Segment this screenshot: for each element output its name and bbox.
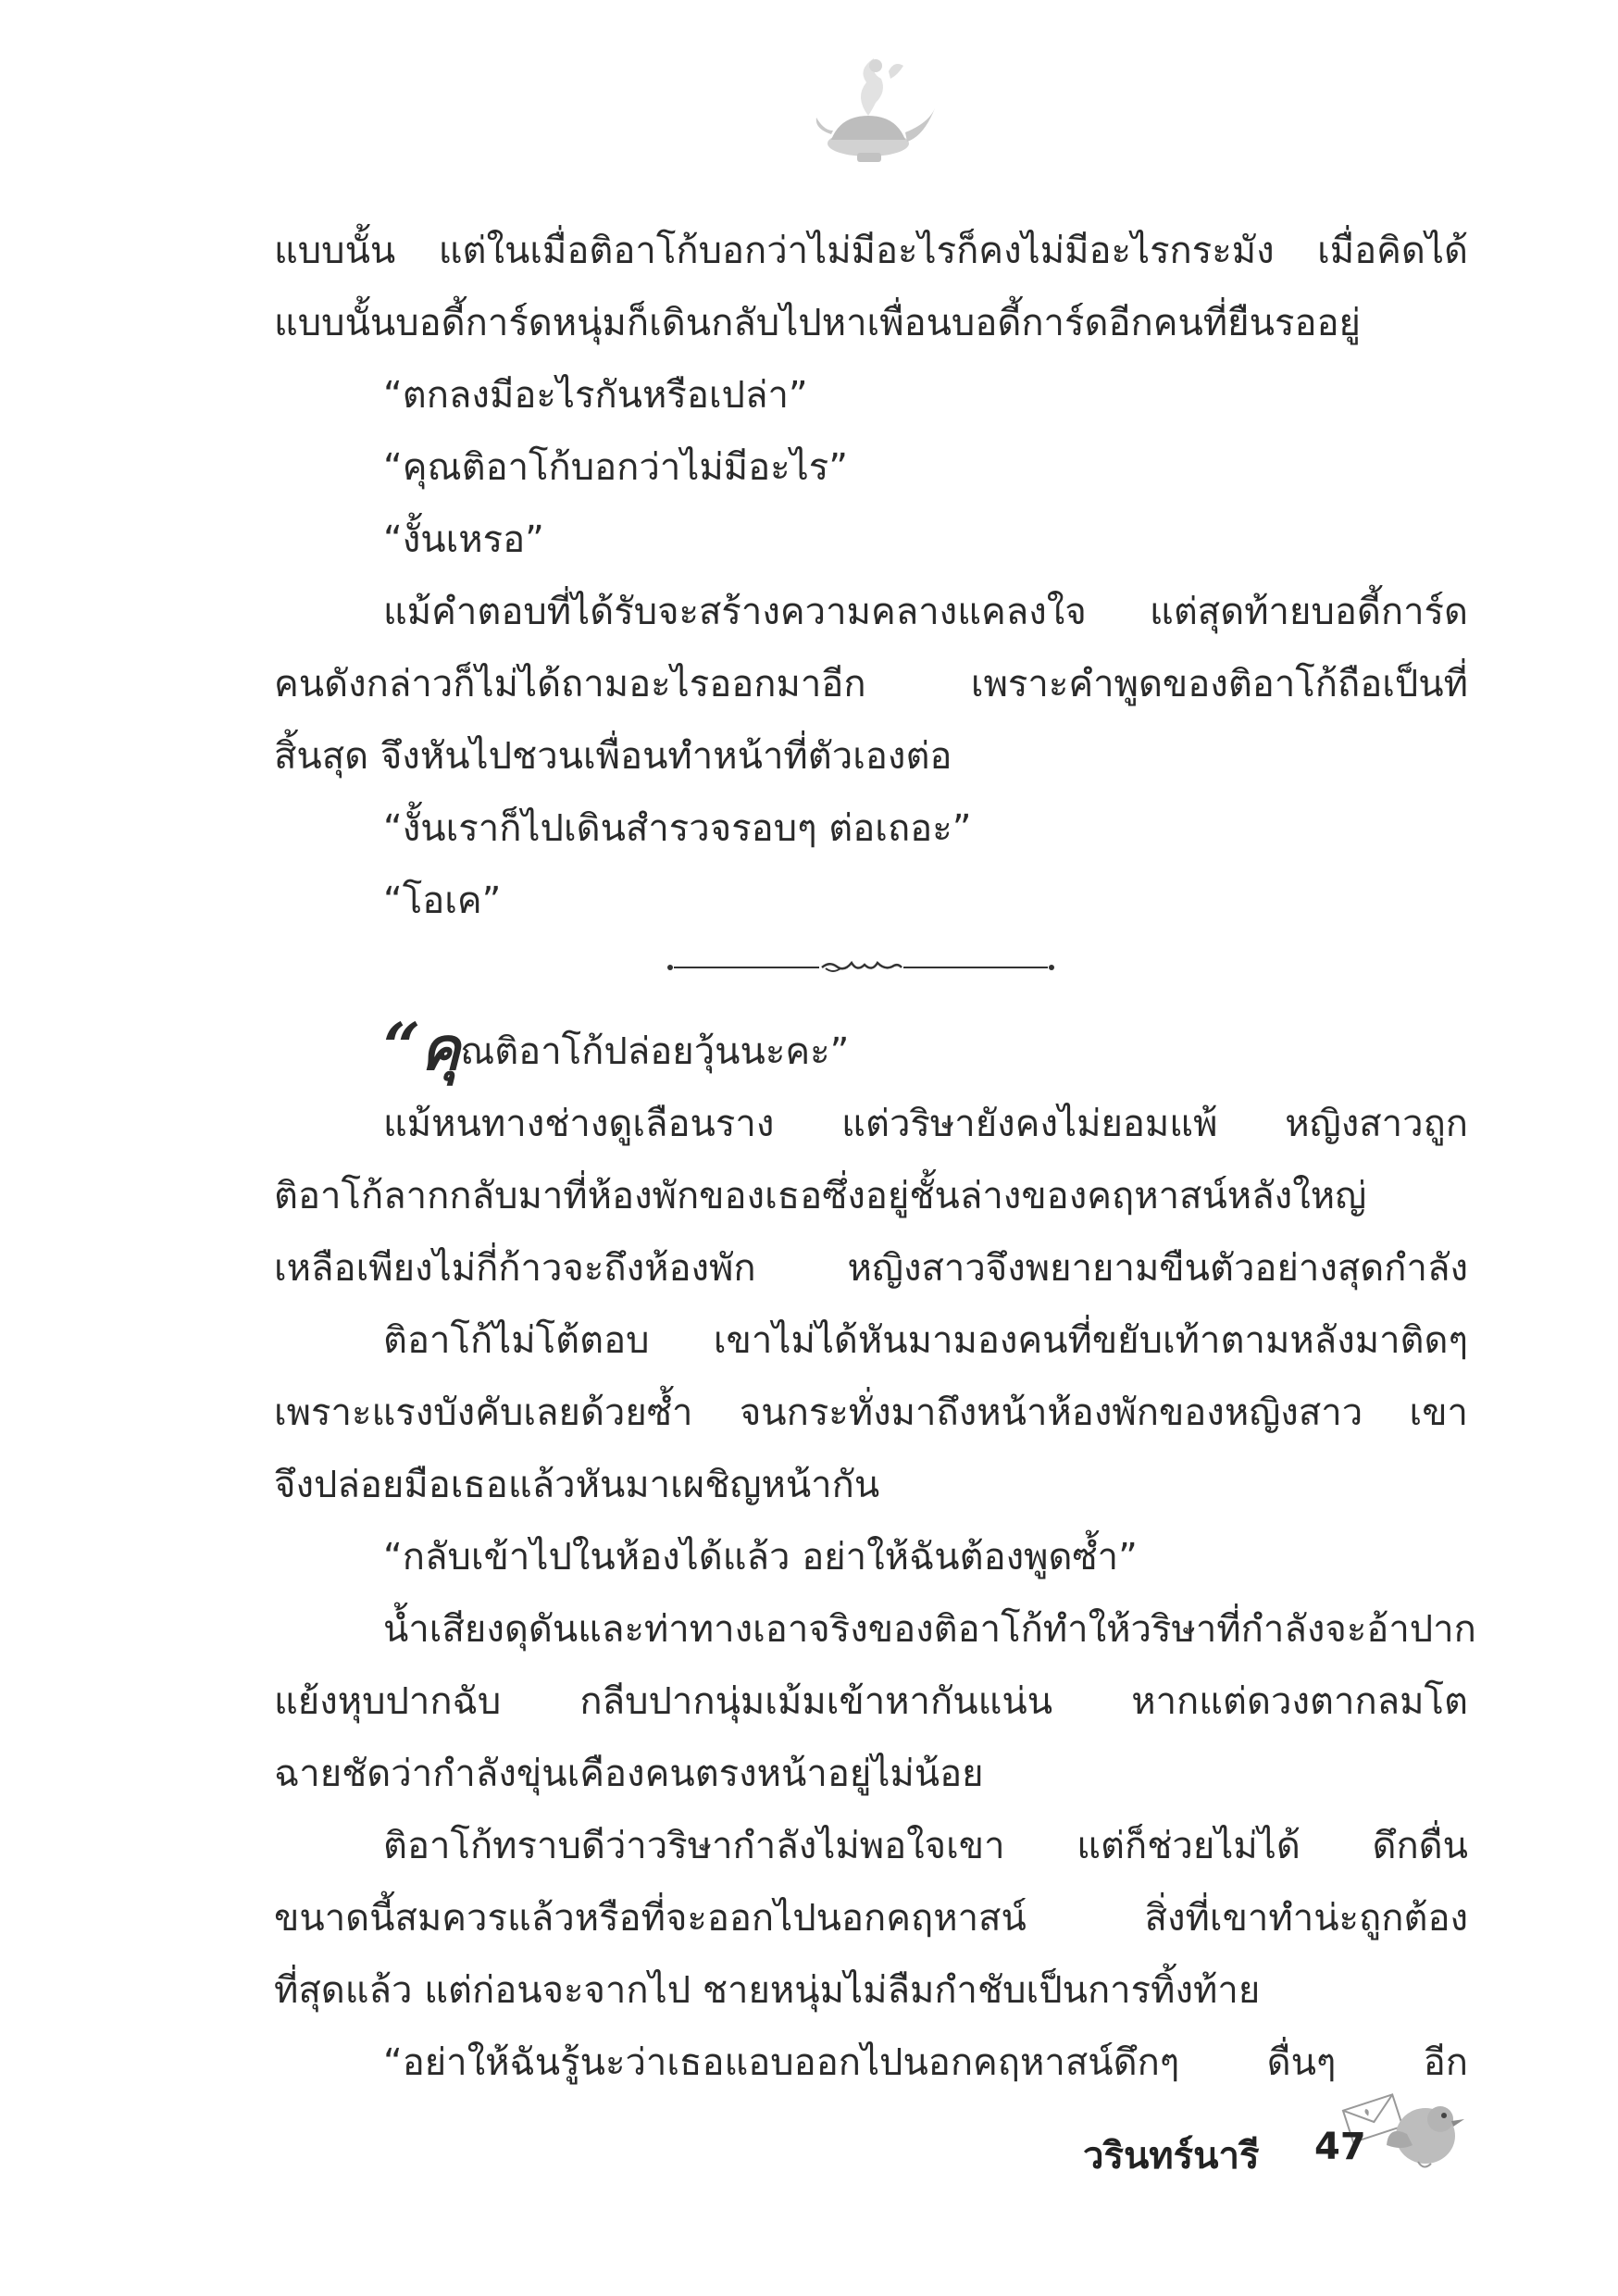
paragraph-line: ติอาโก้ไม่โต้ตอบ เขาไม่ได้หันมามองคนที่ขยับเท้าตามหลังมาติดๆ — [383, 1319, 1468, 1362]
paragraph-line: ติอาโก้ทราบดีว่าวริษากำลังไม่พอใจเขา แต่ก็ช่วยไม่ได้ ดึกดื่น — [383, 1825, 1468, 1867]
genie-lamp-icon — [803, 51, 942, 171]
paragraph-line: จึงปล่อยมือเธอแล้วหันมาเผชิญหน้ากัน — [274, 1464, 880, 1506]
paragraph-line: แย้งหุบปากฉับ กลีบปากนุ่มเม้มเข้าหากันแน่น หากแต่ดวงตากลมโต — [274, 1680, 1468, 1723]
paragraph-line: ฉายชัดว่ากำลังขุ่นเคืองคนตรงหน้าอยู่ไม่น้อย — [274, 1753, 984, 1795]
dialogue-line: “คุณติอาโก้บอกว่าไม่มีอะไร” — [383, 446, 848, 489]
drop-cap: คุ — [420, 1016, 461, 1084]
opening-quote: “ — [383, 1008, 421, 1085]
paragraph-line: ที่สุดแล้ว แต่ก่อนจะจากไป ชายหนุ่มไม่ลืมกำชับเป็นการทิ้งท้าย — [274, 1969, 1261, 2012]
dialogue-line: “อย่าให้ฉันรู้นะว่าเธอแอบออกไปนอกคฤหาสน์ดึกๆ ดื่นๆ อีก — [383, 2041, 1468, 2084]
paragraph-line: แบบนั้น แต่ในเมื่อติอาโก้บอกว่าไม่มีอะไรก็คงไม่มีอะไรกระมัง เมื่อคิดได้ — [274, 230, 1468, 272]
dialogue-line: “กลับเข้าไปในห้องได้แล้ว อย่าให้ฉันต้องพูดซ้ำ” — [383, 1536, 1138, 1578]
paragraph-line: แบบนั้นบอดี้การ์ดหนุ่มก็เดินกลับไปหาเพื่อนบอดี้การ์ดอีกคนที่ยืนรออยู่ — [274, 302, 1361, 344]
paragraph-line: เพราะแรงบังคับเลยด้วยซ้ำ จนกระทั่งมาถึงหน้าห้องพักของหญิงสาว เขา — [274, 1391, 1468, 1434]
dialogue-line: “งั้นเราก็ไปเดินสำรวจรอบๆ ต่อเถอะ” — [383, 807, 972, 850]
paragraph-line: สิ้นสุด จึงหันไปชวนเพื่อนทำหน้าที่ตัวเองต่อ — [274, 735, 952, 778]
paragraph-line: คนดังกล่าวก็ไม่ได้ถามอะไรออกมาอีก เพราะคำพูดของติอาโก้ถือเป็นที่ — [274, 663, 1468, 705]
paragraph-line: เหลือเพียงไม่กี่ก้าวจะถึงห้องพัก หญิงสาวจึงพยายามขืนตัวอย่างสุดกำลัง — [274, 1247, 1468, 1290]
dialogue-line: “ตกลงมีอะไรกันหรือเปล่า” — [383, 374, 808, 417]
paragraph-line: น้ำเสียงดุดันและท่าทางเอาจริงของติอาโก้ทำให้วริษาที่กำลังจะอ้าปาก — [383, 1608, 1476, 1651]
chapter-opening-line — [274, 1008, 1468, 1088]
paragraph-line: แม้คำตอบที่ได้รับจะสร้างความคลางแคลงใจ แต่สุดท้ายบอดี้การ์ด — [383, 591, 1468, 633]
book-title: วรินทร์นารี — [1083, 2135, 1260, 2177]
ornamental-divider-icon — [666, 954, 1055, 981]
section-1 — [274, 215, 1468, 937]
section-2 — [274, 1008, 1476, 2099]
paragraph-line: แม้หนทางช่างดูเลือนราง แต่วริษายังคงไม่ยอมแพ้ หญิงสาวถูก — [383, 1103, 1468, 1145]
dialogue-line: “งั้นเหรอ” — [383, 518, 544, 561]
paragraph-line: ขนาดนี้สมควรแล้วหรือที่จะออกไปนอกคฤหาสน์ สิ่งที่เขาทำน่ะถูกต้อง — [274, 1897, 1468, 1940]
paragraph-line: ติอาโก้ลากกลับมาที่ห้องพักของเธอซึ่งอยู่ชั้นล่างของคฤหาสน์หลังใหญ่ — [274, 1175, 1367, 1217]
page-number: 47 — [1314, 2126, 1366, 2168]
dialogue-line: “โอเค” — [383, 880, 502, 922]
opening-line-rest: ณติอาโก้ปล่อยวุ้นนะคะ” — [460, 1030, 850, 1073]
